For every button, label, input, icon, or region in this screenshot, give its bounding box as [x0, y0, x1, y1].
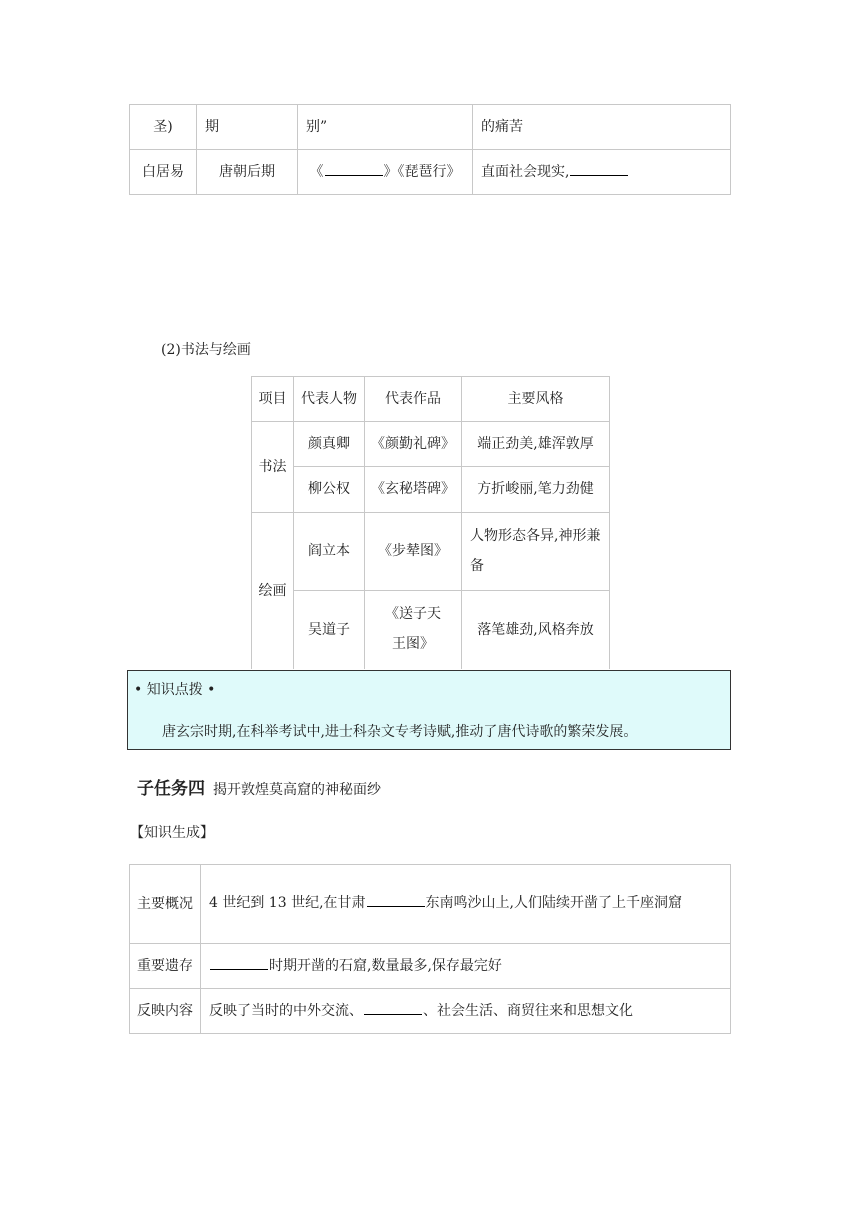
table-header-row: [252, 377, 610, 422]
dunhuang-table: [129, 864, 731, 1034]
header-person: 代表人物: [294, 377, 365, 422]
row-value: [201, 944, 731, 989]
style-cell: 人物形态各异,神形兼备: [462, 513, 610, 591]
work-cell: 《送子天王图》: [365, 591, 462, 669]
tip-title: • 知识点拨 •: [134, 682, 216, 698]
style-cell: 方折峻丽,笔力劲健: [462, 467, 610, 513]
value-text: 反映了当时的中外交流、: [209, 1002, 363, 1019]
feature-text: 直面社会现实,: [481, 163, 570, 180]
poets-table: [129, 104, 731, 195]
header-work: 代表作品: [365, 377, 462, 422]
feature-cell: 的痛苦: [473, 105, 731, 150]
work-cell: 《玄秘塔碑》: [365, 467, 462, 513]
fill-blank[interactable]: [570, 162, 628, 176]
works-prefix: 《: [309, 163, 324, 180]
table-row: [130, 989, 731, 1034]
value-text: 东南鸣沙山上,人们陆续开凿了上千座洞窟: [425, 895, 682, 912]
period-cell: 期: [197, 105, 298, 150]
fill-blank[interactable]: [210, 956, 268, 970]
table-row: [130, 150, 731, 195]
table-row: [252, 591, 610, 669]
value-text: 4 世纪到 13 世纪,在甘肃: [209, 895, 366, 912]
row-value: [201, 989, 731, 1034]
value-text: 、社会生活、商贸往来和思想文化: [423, 1002, 633, 1019]
subtask-label: 子任务四: [137, 779, 205, 799]
row-label: 重要遗存: [130, 944, 201, 989]
work-cell: 《颜勤礼碑》: [365, 422, 462, 467]
subtask-title: 揭开敦煌莫高窟的神秘面纱: [213, 782, 381, 798]
section-heading: (2)书法与绘画: [161, 342, 251, 358]
subtask-heading: [137, 774, 381, 799]
poet-cell: 圣): [130, 105, 197, 150]
knowledge-heading: 【知识生成】: [130, 825, 214, 841]
fill-blank[interactable]: [367, 893, 425, 907]
value-text: 时期开凿的石窟,数量最多,保存最完好: [269, 957, 502, 974]
poet-cell: 白居易: [130, 150, 197, 195]
fill-blank[interactable]: [325, 162, 383, 176]
header-category: 项目: [252, 377, 294, 422]
works-suffix: 》《琵琶行》: [383, 163, 461, 180]
person-cell: 阎立本: [294, 513, 365, 591]
table-row: [252, 513, 610, 591]
style-cell: 落笔雄劲,风格奔放: [462, 591, 610, 669]
category-cell: 书法: [252, 422, 294, 513]
period-cell: 唐朝后期: [197, 150, 298, 195]
works-cell: [298, 150, 473, 195]
style-cell: 端正劲美,雄浑敦厚: [462, 422, 610, 467]
art-table: [251, 376, 610, 669]
row-value: [201, 865, 731, 944]
tip-text: 唐玄宗时期,在科举考试中,进士科杂文专考诗赋,推动了唐代诗歌的繁荣发展。: [162, 724, 638, 740]
header-style: 主要风格: [462, 377, 610, 422]
fill-blank[interactable]: [364, 1001, 422, 1015]
knowledge-tip-box: [127, 670, 731, 750]
works-cell: 别”: [298, 105, 473, 150]
table-row: [130, 944, 731, 989]
table-row: [130, 105, 731, 150]
row-label: 反映内容: [130, 989, 201, 1034]
feature-cell: [473, 150, 731, 195]
category-cell: 绘画: [252, 513, 294, 669]
person-cell: 吴道子: [294, 591, 365, 669]
work-cell: 《步辇图》: [365, 513, 462, 591]
table-row: [252, 422, 610, 467]
table-row: [130, 865, 731, 944]
row-label: 主要概况: [130, 865, 201, 944]
table-row: [252, 467, 610, 513]
person-cell: 柳公权: [294, 467, 365, 513]
person-cell: 颜真卿: [294, 422, 365, 467]
